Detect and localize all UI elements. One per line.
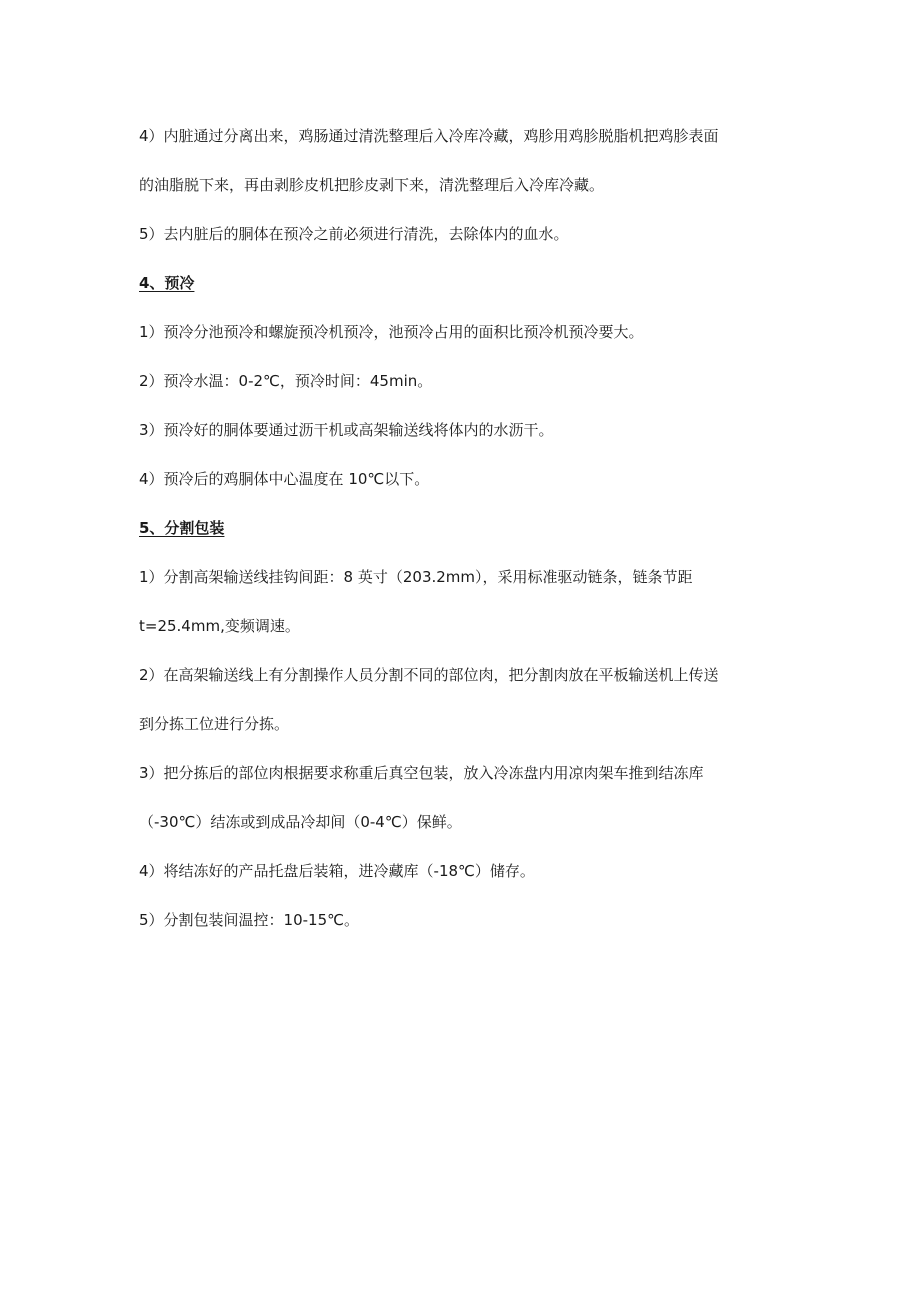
paragraph-line: 2）预冷水温：0-2℃，预冷时间：45min。 xyxy=(139,372,433,390)
paragraph-line: 3）预冷好的胴体要通过沥干机或高架输送线将体内的水沥干。 xyxy=(139,421,554,439)
paragraph-line: （-30℃）结冻或到成品冷却间（0-4℃）保鲜。 xyxy=(139,813,462,831)
paragraph-line: t=25.4mm,变频调速。 xyxy=(139,617,300,635)
paragraph-line: 4）预冷后的鸡胴体中心温度在 10℃以下。 xyxy=(139,470,430,488)
paragraph-line: 4）内脏通过分离出来，鸡肠通过清洗整理后入冷库冷藏，鸡胗用鸡胗脱脂机把鸡胗表面 xyxy=(139,127,719,145)
paragraph-line: 5）去内脏后的胴体在预冷之前必须进行清洗，去除体内的血水。 xyxy=(139,225,569,243)
paragraph-line: 5）分割包装间温控：10-15℃。 xyxy=(139,911,359,929)
section-heading-cutting-packaging: 5、分割包装 xyxy=(139,519,225,537)
paragraph-line: 1）分割高架输送线挂钩间距：8 英寸（203.2mm），采用标准驱动链条，链条节距 xyxy=(139,568,693,586)
document-body xyxy=(139,122,789,955)
paragraph-line: 到分拣工位进行分拣。 xyxy=(139,715,290,733)
paragraph-line: 的油脂脱下来，再由剥胗皮机把胗皮剥下来，清洗整理后入冷库冷藏。 xyxy=(139,176,605,194)
paragraph-line: 1）预冷分池预冷和螺旋预冷机预冷，池预冷占用的面积比预冷机预冷要大。 xyxy=(139,323,644,341)
paragraph-line: 3）把分拣后的部位肉根据要求称重后真空包装，放入冷冻盘内用凉肉架车推到结冻库 xyxy=(139,764,704,782)
section-heading-precooling: 4、预冷 xyxy=(139,274,195,292)
paragraph-line: 2）在高架输送线上有分割操作人员分割不同的部位肉，把分割肉放在平板输送机上传送 xyxy=(139,666,719,684)
paragraph-line: 4）将结冻好的产品托盘后装箱，进冷藏库（-18℃）储存。 xyxy=(139,862,535,880)
